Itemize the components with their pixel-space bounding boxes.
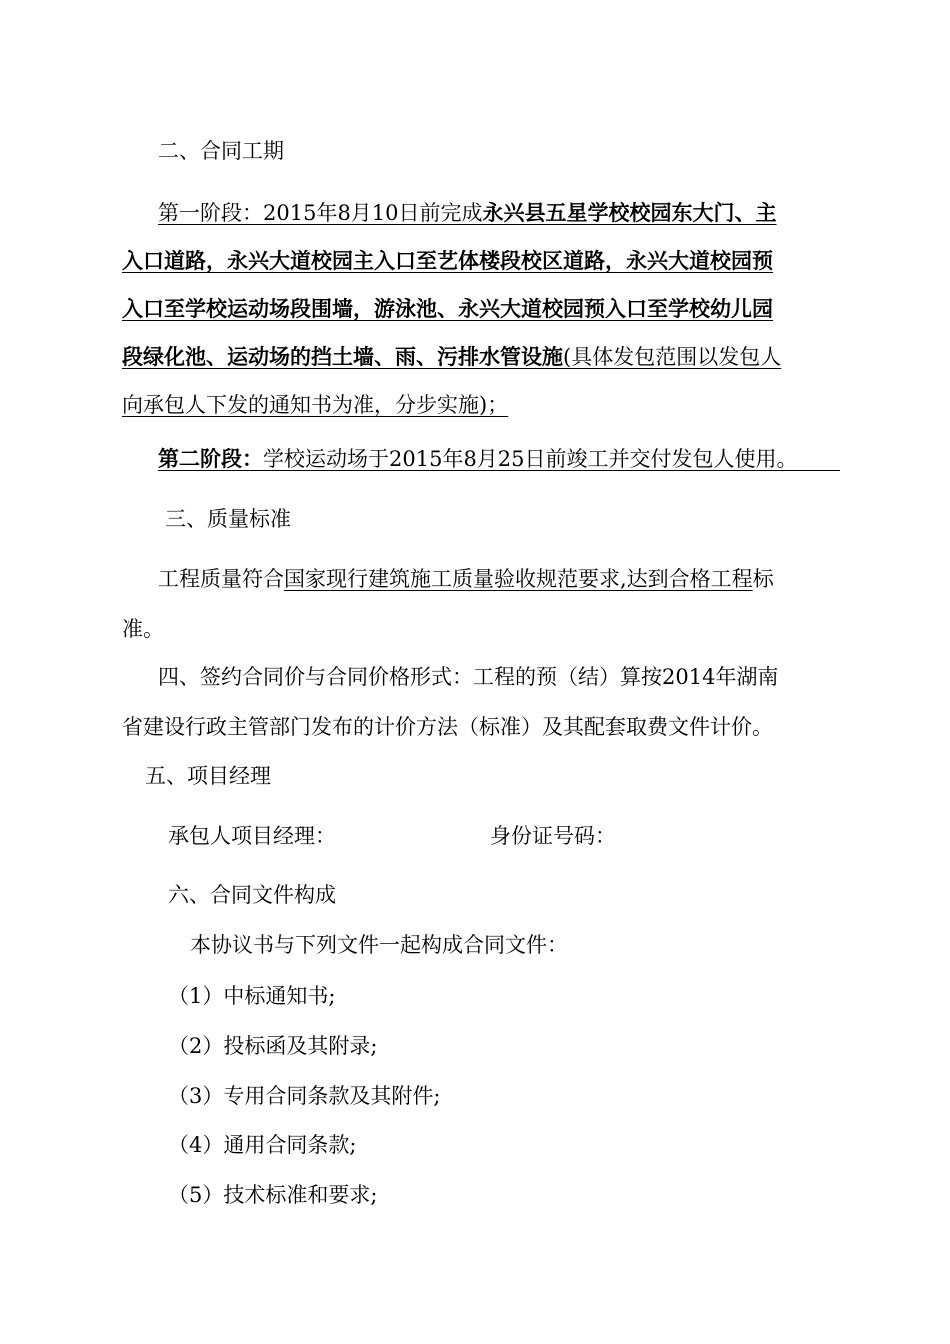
stage-1-note-end: 向承包人下发的通知书为准，分步实施)； [122,393,509,417]
stage-1-scope-1: 永兴县五星学校校园东大门、主 [482,200,777,225]
stage-1-note-start: (具体发包范围以发包人 [563,345,782,369]
stage-2-underline [158,470,840,471]
manager-label: 承包人项目经理： [168,824,336,848]
stage-1-line-3 [122,294,773,324]
price-line-2: 省建设行政主管部门发布的计价方法（标准）及其配套取费文件计价。 [122,715,773,739]
section-3-heading: 三、质量标准 [165,507,291,531]
price-line-1: 四、签约合同价与合同价格形式：工程的预（结）算按2014年湖南 [158,665,779,689]
section-6-heading: 六、合同文件构成 [168,883,336,907]
section-2-heading: 二、合同工期 [158,139,284,163]
quality-standard-text: 国家现行建筑施工质量验收规范要求,达到合格工程 [284,567,753,591]
list-item: （2）投标函及其附录; [168,1034,378,1058]
list-item: （1）中标通知书; [168,984,336,1008]
stage-1-line-2 [122,246,773,276]
stage-2-label: 第二阶段： [158,446,263,471]
stage-1-scope-3: 入口至学校运动场段围墙，游泳池、永兴大道校园预入口至学校幼儿园 [122,296,773,321]
quality-line-1 [158,564,774,594]
list-item: （4）通用合同条款; [168,1133,357,1157]
stage-1-scope-2: 入口道路，永兴大道校园主入口至艺体楼段校区道路，永兴大道校园预 [122,248,773,273]
stage-1-line-4 [122,342,781,372]
stage-1-line-5 [122,390,508,420]
quality-line-2: 准。 [122,617,164,641]
id-number-label: 身份证号码： [490,824,616,848]
section-5-heading: 五、项目经理 [145,764,271,788]
list-item: （5）技术标准和要求; [168,1183,378,1207]
documents-intro: 本协议书与下列文件一起构成合同文件： [190,933,568,957]
stage-1-prefix: 第一阶段：2015年8月10日前完成 [158,201,483,225]
stage-1-scope-4: 段绿化池、运动场的挡土墙、雨、污排水管设施 [122,344,563,369]
quality-text-c: 标 [752,567,774,591]
quality-text-a: 工程质量符合 [158,567,284,591]
stage-1-line-1 [158,198,777,228]
stage-2-text: 学校运动场于2015年8月25日前竣工并交付发包人使用。 [263,447,798,471]
list-item: （3）专用合同条款及其附件; [168,1084,441,1108]
